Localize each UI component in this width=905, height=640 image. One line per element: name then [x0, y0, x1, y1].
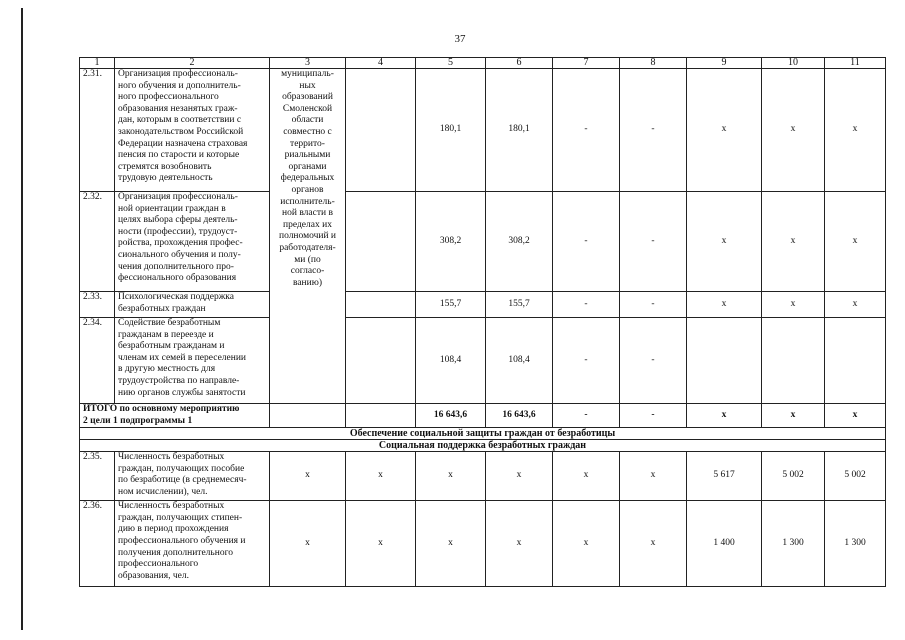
cell-col7: х — [553, 501, 620, 587]
row-description: Организация профессиональ- ного обучения и дополнитель- ного профессионального образования незанятых граж- дан, которым в соответствии с законодательством Российской Федерации назначена страховая пенсия по старости и которые стремятся возобновить трудовую деятельность — [115, 69, 270, 192]
row-description: Организация профессиональ- ной ориентации граждан в целях выбора сферы деятель- ности (профессии), трудоуст- ройства, прохождения профес- сионального обучения и полу- чения дополнительного про- фессионального образования — [115, 192, 270, 292]
cell-col6: 108,4 — [486, 318, 553, 404]
header-cell: 8 — [620, 58, 687, 69]
header-row — [80, 58, 886, 69]
cell-col4 — [346, 292, 416, 318]
cell-col4: х — [346, 452, 416, 501]
header-cell: 7 — [553, 58, 620, 69]
header-cell: 1 — [80, 58, 115, 69]
cell-col8: - — [620, 192, 687, 292]
cell-col7: - — [553, 318, 620, 404]
cell-col9: 1 400 — [687, 501, 762, 587]
cell-col10: х — [762, 292, 825, 318]
row-number: 2.32. — [80, 192, 115, 292]
cell-col6: х — [486, 501, 553, 587]
row-number: 2.31. — [80, 69, 115, 192]
cell-col8: - — [620, 69, 687, 192]
cell-col8: - — [620, 292, 687, 318]
cell-col9: х — [687, 69, 762, 192]
total-col9: х — [687, 404, 762, 428]
cell-col10 — [762, 318, 825, 404]
row-description: Численность безработных граждан, получающих пособие по безработице (в среднемесяч- ном исчислении), чел. — [115, 452, 270, 501]
total-label: ИТОГО по основному мероприятию 2 цели 1 подпрограммы 1 — [80, 404, 270, 428]
cell-col5: х — [416, 452, 486, 501]
header-cell: 10 — [762, 58, 825, 69]
total-col8: - — [620, 404, 687, 428]
table-row — [80, 292, 886, 318]
total-col7: - — [553, 404, 620, 428]
cell-col5: 308,2 — [416, 192, 486, 292]
cell-col11: х — [825, 69, 886, 192]
cell-col5: х — [416, 501, 486, 587]
cell-col3: х — [270, 452, 346, 501]
header-cell: 9 — [687, 58, 762, 69]
cell-col11: 1 300 — [825, 501, 886, 587]
header-cell: 6 — [486, 58, 553, 69]
cell-col7: х — [553, 452, 620, 501]
table-row — [80, 69, 886, 192]
subsection-row — [80, 440, 886, 452]
cell-col5: 180,1 — [416, 69, 486, 192]
cell-col7: - — [553, 192, 620, 292]
cell-col6: х — [486, 452, 553, 501]
cell-col4 — [346, 192, 416, 292]
cell-col6: 155,7 — [486, 292, 553, 318]
cell-col5: 108,4 — [416, 318, 486, 404]
header-cell: 5 — [416, 58, 486, 69]
cell-col6: 308,2 — [486, 192, 553, 292]
row-description: Содействие безработным гражданам в переезде и безработным гражданам и членам их семей в переселении в другую местность для трудоустройства по направле- нию органов службы занятости — [115, 318, 270, 404]
cell-col4 — [346, 404, 416, 428]
row-number: 2.35. — [80, 452, 115, 501]
table-row — [80, 452, 886, 501]
row-number: 2.33. — [80, 292, 115, 318]
table-row — [80, 192, 886, 292]
cell-col8: х — [620, 452, 687, 501]
cell-col10: х — [762, 69, 825, 192]
cell-col11: х — [825, 292, 886, 318]
total-col5: 16 643,6 — [416, 404, 486, 428]
page-number: 37 — [454, 33, 466, 45]
total-row — [80, 404, 886, 428]
total-col11: х — [825, 404, 886, 428]
cell-col8: - — [620, 318, 687, 404]
header-cell: 3 — [270, 58, 346, 69]
cell-col11 — [825, 318, 886, 404]
cell-col9: 5 617 — [687, 452, 762, 501]
cell-col4 — [346, 318, 416, 404]
cell-col4 — [346, 69, 416, 192]
row-description: Психологическая поддержка безработных граждан — [115, 292, 270, 318]
cell-col3 — [270, 404, 346, 428]
cell-col11: х — [825, 192, 886, 292]
cell-col10: 5 002 — [762, 452, 825, 501]
cell-col4: х — [346, 501, 416, 587]
executor-cell: муниципаль- ных образований Смоленской области совместно с террито- риальными органами федеральных органов исполнитель- ной власти в пределах их полномочий и работодателя- ми (по согласо- ванию) — [270, 69, 346, 404]
row-number: 2.36. — [80, 501, 115, 587]
header-cell: 4 — [346, 58, 416, 69]
section-title: Обеспечение социальной защиты граждан от безработицы — [80, 428, 886, 440]
cell-col10: 1 300 — [762, 501, 825, 587]
cell-col8: х — [620, 501, 687, 587]
cell-col7: - — [553, 292, 620, 318]
cell-col11: 5 002 — [825, 452, 886, 501]
cell-col9 — [687, 318, 762, 404]
program-table — [79, 57, 886, 587]
cell-col9: х — [687, 192, 762, 292]
cell-col3: х — [270, 501, 346, 587]
header-cell: 11 — [825, 58, 886, 69]
cell-col9: х — [687, 292, 762, 318]
cell-col6: 180,1 — [486, 69, 553, 192]
cell-col7: - — [553, 69, 620, 192]
subsection-title: Социальная поддержка безработных граждан — [80, 440, 886, 452]
header-cell: 2 — [115, 58, 270, 69]
total-col6: 16 643,6 — [486, 404, 553, 428]
page-edge-line — [21, 8, 23, 630]
table-row — [80, 501, 886, 587]
section-row — [80, 428, 886, 440]
table-row — [80, 318, 886, 404]
cell-col10: х — [762, 192, 825, 292]
row-description: Численность безработных граждан, получающих стипен- дию в период прохождения профессионального обучения и получения дополнительного профессионального образования, чел. — [115, 501, 270, 587]
total-col10: х — [762, 404, 825, 428]
cell-col5: 155,7 — [416, 292, 486, 318]
row-number: 2.34. — [80, 318, 115, 404]
